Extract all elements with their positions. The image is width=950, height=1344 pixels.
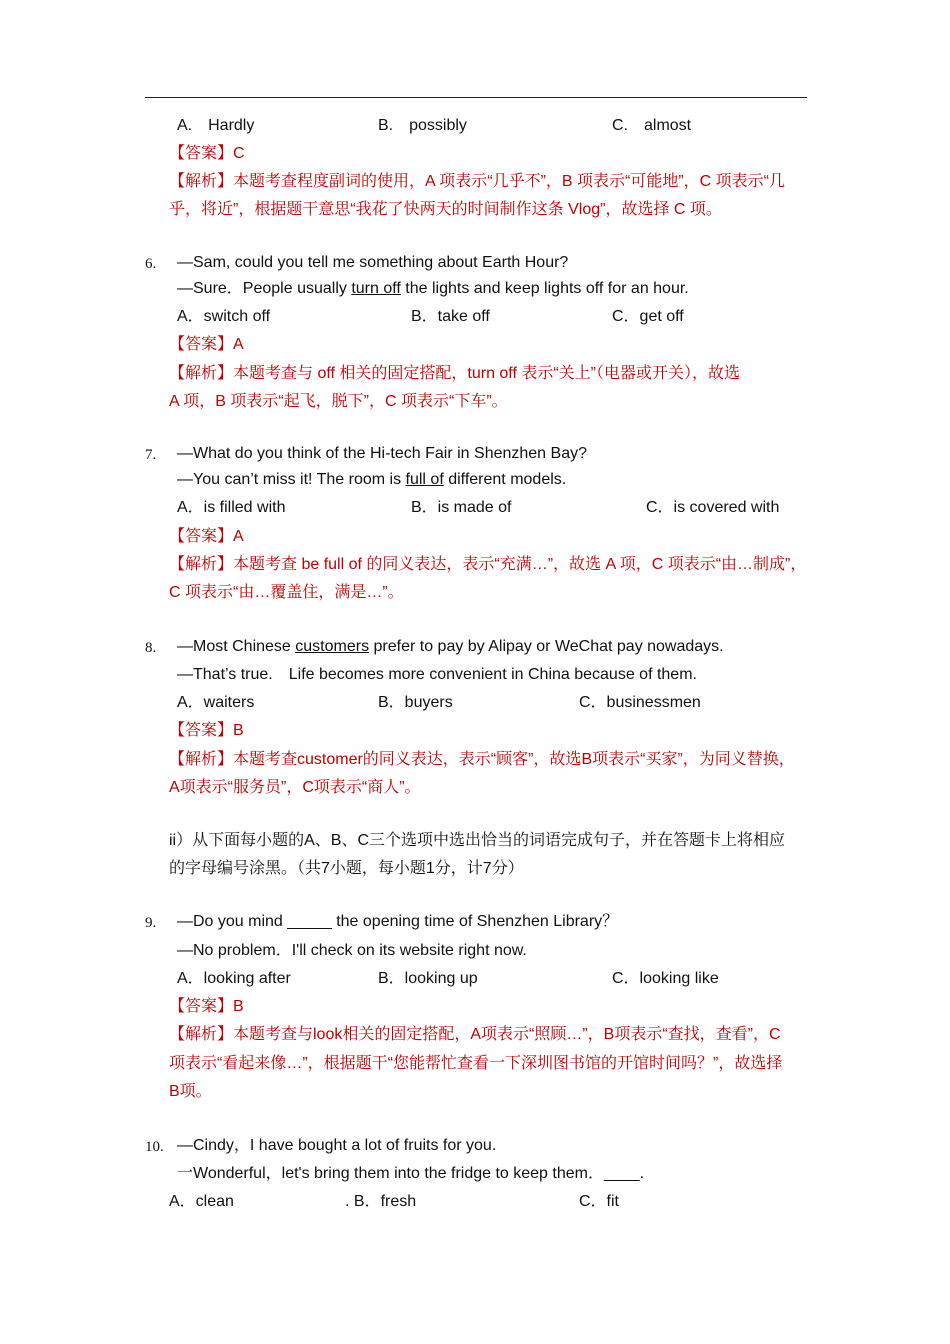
q6-line-2: —Sure．People usually turn off the lights and keep lights off for an hour. xyxy=(177,280,689,297)
q6-line-1: —Sam, could you tell me something about Earth Hour? xyxy=(177,254,569,271)
q8-explanation-1: 【解析】本题考查customer的同义表达，表示“顾客”，故选B项表示“买家”，为同义替换， xyxy=(169,751,795,768)
q9-option-c: C．looking like xyxy=(612,970,719,987)
q5-explanation-2: 乎，将近”，根据题干意思“我花了快两天的时间制作这条 Vlog”，故选择 C 项。 xyxy=(169,201,722,218)
q7-explanation-2: C 项表示“由…覆盖住，满是…”。 xyxy=(169,584,404,601)
q8-option-b: B．buyers xyxy=(378,694,453,711)
q9-explanation-2: 项表示“看起来像…”，根据题干“您能帮忙查看一下深圳图书馆的开馆时间吗？”，故选择 xyxy=(169,1055,783,1072)
q6-number: 6. xyxy=(145,256,157,272)
q8-underlined-word: customers xyxy=(295,638,370,655)
q9-number: 9. xyxy=(145,915,157,931)
q7-option-c: C．is covered with xyxy=(646,499,780,516)
q8-explanation-2: A项表示“服务员”，C项表示“商人”。 xyxy=(169,779,421,796)
q10-option-b: . B．fresh xyxy=(345,1193,417,1210)
q9-explanation-1: 【解析】本题考查与look相关的固定搭配，A项表示“照顾…”，B项表示“查找，查看”，C xyxy=(169,1026,781,1043)
q6-option-a: A．switch off xyxy=(177,308,271,325)
q7-option-a: A．is filled with xyxy=(177,499,286,516)
q9-option-a: A．looking after xyxy=(177,970,291,987)
q7-number: 7. xyxy=(145,447,157,463)
q6-answer: 【答案】A xyxy=(169,336,244,353)
q5-answer: 【答案】C xyxy=(169,145,245,162)
q7-explanation-1: 【解析】本题考查 be full of 的同义表达，表示“充满…”，故选 A 项，C 项表示“由…制成”， xyxy=(169,556,807,573)
q7-line-2: —You can’t miss it! The room is full of different models. xyxy=(177,471,567,488)
q10-option-c: C．fit xyxy=(579,1193,620,1210)
header-rule xyxy=(145,97,807,98)
q8-number: 8. xyxy=(145,640,157,656)
q5-option-b: B. possibly xyxy=(378,117,467,134)
q10-option-a: A．clean xyxy=(169,1193,234,1210)
q6-explanation-1: 【解析】本题考查与 off 相关的固定搭配，turn off 表示“关上”（电器或开关），故选 xyxy=(169,365,741,382)
q5-explanation-1: 【解析】本题考查程度副词的使用，A 项表示“几乎不”，B 项表示“可能地”，C 项表示“几 xyxy=(169,173,785,190)
q7-line-1: —What do you think of the Hi-tech Fair in Shenzhen Bay? xyxy=(177,445,587,462)
section-instructions-1: ii）从下面每小题的A、B、C三个选项中选出恰当的词语完成句子，并在答题卡上将相应 xyxy=(169,832,786,849)
q8-answer: 【答案】B xyxy=(169,722,244,739)
q9-option-b: B．looking up xyxy=(378,970,478,987)
q10-number: 10. xyxy=(145,1139,164,1155)
q10-line-2: 一Wonderful，let's bring them into the fridge to keep them．____. xyxy=(177,1165,645,1182)
q8-line-2: —That’s true. Life becomes more convenient in China because of them. xyxy=(177,666,697,683)
section-instructions-2: 的字母编号涂黑。（共7小题，每小题1分，计7分） xyxy=(169,860,524,877)
q9-answer: 【答案】B xyxy=(169,998,244,1015)
q7-option-b: B．is made of xyxy=(411,499,512,516)
q8-line-1: —Most Chinese customers prefer to pay by Alipay or WeChat pay nowadays. xyxy=(177,638,724,655)
q10-line-1: —Cindy，I have bought a lot of fruits for you. xyxy=(177,1137,497,1154)
q6-underlined-phrase: turn off xyxy=(351,280,401,297)
q6-option-b: B．take off xyxy=(411,308,490,325)
q5-option-a: A. Hardly xyxy=(177,117,255,134)
q9-line-2: —No problem．I'll check on its website right now. xyxy=(177,942,527,959)
q6-explanation-2: A 项，B 项表示“起飞，脱下”，C 项表示“下车”。 xyxy=(169,393,508,410)
q7-underlined-phrase: full of xyxy=(405,471,444,488)
q9-explanation-3: B项。 xyxy=(169,1083,212,1100)
q5-option-c: C. almost xyxy=(612,117,692,134)
q7-answer: 【答案】A xyxy=(169,528,244,545)
q6-option-c: C．get off xyxy=(612,308,684,325)
q9-line-1: —Do you mind _____ the opening time of Shenzhen Library？ xyxy=(177,913,619,930)
q8-option-a: A．waiters xyxy=(177,694,255,711)
q8-option-c: C．businessmen xyxy=(579,694,701,711)
